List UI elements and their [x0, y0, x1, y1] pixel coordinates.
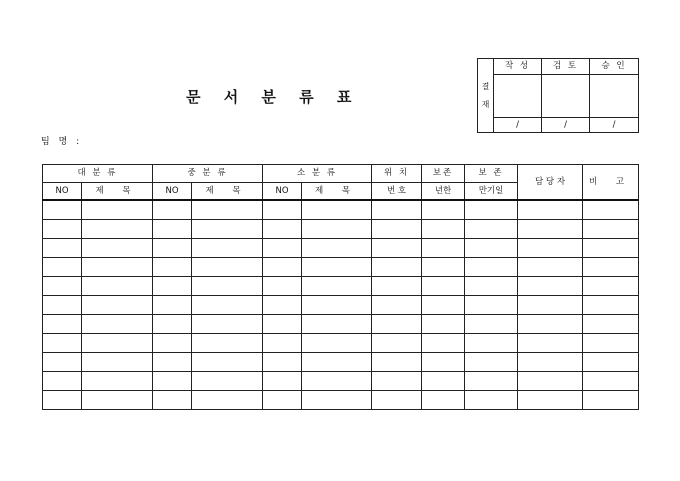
location-no-cell[interactable]	[372, 315, 422, 334]
middle-no-cell[interactable]	[153, 258, 192, 277]
remarks-cell[interactable]	[583, 220, 639, 239]
remarks-cell[interactable]	[583, 372, 639, 391]
middle-no-cell[interactable]	[153, 220, 192, 239]
minor-no-cell[interactable]	[263, 353, 302, 372]
retention-period-cell[interactable]	[422, 315, 465, 334]
minor-title-cell[interactable]	[302, 296, 372, 315]
table-row	[43, 220, 639, 239]
major-no-cell[interactable]	[43, 334, 82, 353]
expiry-date-cell[interactable]	[465, 258, 518, 277]
retention-period-cell[interactable]	[422, 334, 465, 353]
major-title-cell[interactable]	[82, 277, 153, 296]
team-name-label: 팀 명 :	[41, 137, 83, 147]
signature-review[interactable]	[542, 75, 590, 118]
middle-title-cell[interactable]	[192, 239, 263, 258]
table-row	[43, 353, 639, 372]
minor-no-header: NO	[263, 183, 302, 201]
minor-title-cell[interactable]	[302, 220, 372, 239]
major-title-cell[interactable]	[82, 391, 153, 410]
minor-title-cell[interactable]	[302, 258, 372, 277]
location-no-cell[interactable]	[372, 200, 422, 220]
middle-title-header: 제 목	[192, 183, 263, 201]
retention-header-bottom: 년한	[422, 183, 465, 201]
expiry-date-cell[interactable]	[465, 296, 518, 315]
minor-no-cell[interactable]	[263, 315, 302, 334]
manager-cell[interactable]	[518, 200, 583, 220]
minor-no-cell[interactable]	[263, 372, 302, 391]
manager-cell[interactable]	[518, 277, 583, 296]
manager-header: 담 당 자	[518, 165, 583, 201]
approval-header-review: 검 토	[542, 59, 590, 75]
table-row	[43, 315, 639, 334]
classification-table	[42, 164, 639, 410]
middle-title-cell[interactable]	[192, 277, 263, 296]
date-draft[interactable]: /	[494, 118, 542, 133]
major-no-cell[interactable]	[43, 220, 82, 239]
minor-title-cell[interactable]	[302, 334, 372, 353]
expiry-date-cell[interactable]	[465, 353, 518, 372]
minor-title-cell[interactable]	[302, 353, 372, 372]
expiry-date-cell[interactable]	[465, 220, 518, 239]
major-title-cell[interactable]	[82, 353, 153, 372]
major-title-cell[interactable]	[82, 372, 153, 391]
major-no-cell[interactable]	[43, 391, 82, 410]
expiry-header-top: 보 존	[465, 165, 518, 183]
table-row	[43, 200, 639, 220]
middle-no-cell[interactable]	[153, 200, 192, 220]
table-row	[43, 239, 639, 258]
minor-no-cell[interactable]	[263, 258, 302, 277]
approval-side-label-2: 재	[481, 99, 490, 109]
table-row	[43, 277, 639, 296]
remarks-cell[interactable]	[583, 391, 639, 410]
location-no-cell[interactable]	[372, 277, 422, 296]
table-row	[43, 296, 639, 315]
minor-no-cell[interactable]	[263, 296, 302, 315]
middle-title-cell[interactable]	[192, 296, 263, 315]
major-title-header: 제 목	[82, 183, 153, 201]
minor-no-cell[interactable]	[263, 334, 302, 353]
major-no-cell[interactable]	[43, 372, 82, 391]
location-no-cell[interactable]	[372, 372, 422, 391]
remarks-cell[interactable]	[583, 258, 639, 277]
manager-cell[interactable]	[518, 334, 583, 353]
location-header-top: 위 치	[372, 165, 422, 183]
expiry-date-cell[interactable]	[465, 315, 518, 334]
minor-title-cell[interactable]	[302, 391, 372, 410]
minor-title-cell[interactable]	[302, 200, 372, 220]
retention-header-top: 보존	[422, 165, 465, 183]
expiry-header-bottom: 만기일	[465, 183, 518, 201]
middle-no-cell[interactable]	[153, 353, 192, 372]
remarks-header: 비 고	[583, 165, 639, 201]
approval-header-approve: 승 인	[590, 59, 639, 75]
retention-period-cell[interactable]	[422, 200, 465, 220]
retention-period-cell[interactable]	[422, 239, 465, 258]
major-title-cell[interactable]	[82, 200, 153, 220]
major-title-cell[interactable]	[82, 315, 153, 334]
retention-period-cell[interactable]	[422, 258, 465, 277]
location-no-cell[interactable]	[372, 220, 422, 239]
manager-cell[interactable]	[518, 258, 583, 277]
retention-period-cell[interactable]	[422, 372, 465, 391]
minor-title-header: 제 목	[302, 183, 372, 201]
middle-title-cell[interactable]	[192, 200, 263, 220]
middle-no-cell[interactable]	[153, 334, 192, 353]
major-title-cell[interactable]	[82, 334, 153, 353]
remarks-cell[interactable]	[583, 239, 639, 258]
middle-no-cell[interactable]	[153, 296, 192, 315]
location-header-bottom: 번 호	[372, 183, 422, 201]
minor-no-cell[interactable]	[263, 391, 302, 410]
minor-category-header: 소 분 류	[263, 165, 372, 183]
remarks-cell[interactable]	[583, 277, 639, 296]
minor-no-cell[interactable]	[263, 220, 302, 239]
middle-title-cell[interactable]	[192, 372, 263, 391]
major-no-cell[interactable]	[43, 239, 82, 258]
manager-cell[interactable]	[518, 315, 583, 334]
middle-category-header: 중 분 류	[153, 165, 263, 183]
middle-title-cell[interactable]	[192, 353, 263, 372]
location-no-cell[interactable]	[372, 258, 422, 277]
expiry-date-cell[interactable]	[465, 372, 518, 391]
middle-no-cell[interactable]	[153, 239, 192, 258]
table-row	[43, 334, 639, 353]
table-row	[43, 391, 639, 410]
middle-title-cell[interactable]	[192, 315, 263, 334]
expiry-date-cell[interactable]	[465, 391, 518, 410]
approval-header-draft: 작 성	[494, 59, 542, 75]
major-no-header: NO	[43, 183, 82, 201]
location-no-cell[interactable]	[372, 239, 422, 258]
middle-title-cell[interactable]	[192, 391, 263, 410]
approval-side-label	[478, 59, 494, 133]
retention-period-cell[interactable]	[422, 296, 465, 315]
remarks-cell[interactable]	[583, 353, 639, 372]
location-no-cell[interactable]	[372, 353, 422, 372]
manager-cell[interactable]	[518, 239, 583, 258]
middle-no-cell[interactable]	[153, 372, 192, 391]
signature-approve[interactable]	[590, 75, 639, 118]
signature-draft[interactable]	[494, 75, 542, 118]
table-row	[43, 258, 639, 277]
document-title: 문 서 분 류 표	[186, 88, 361, 106]
major-no-cell[interactable]	[43, 315, 82, 334]
approval-box	[477, 58, 639, 133]
location-no-cell[interactable]	[372, 391, 422, 410]
date-approve[interactable]: /	[590, 118, 639, 133]
retention-period-cell[interactable]	[422, 277, 465, 296]
manager-cell[interactable]	[518, 296, 583, 315]
expiry-date-cell[interactable]	[465, 239, 518, 258]
expiry-date-cell[interactable]	[465, 277, 518, 296]
major-title-cell[interactable]	[82, 220, 153, 239]
table-row	[43, 372, 639, 391]
remarks-cell[interactable]	[583, 334, 639, 353]
expiry-date-cell[interactable]	[465, 200, 518, 220]
major-category-header: 대 분 류	[43, 165, 153, 183]
major-no-cell[interactable]	[43, 277, 82, 296]
location-no-cell[interactable]	[372, 334, 422, 353]
major-no-cell[interactable]	[43, 353, 82, 372]
middle-no-header: NO	[153, 183, 192, 201]
major-no-cell[interactable]	[43, 296, 82, 315]
middle-no-cell[interactable]	[153, 315, 192, 334]
minor-no-cell[interactable]	[263, 277, 302, 296]
remarks-cell[interactable]	[583, 200, 639, 220]
minor-title-cell[interactable]	[302, 315, 372, 334]
retention-period-cell[interactable]	[422, 391, 465, 410]
location-no-cell[interactable]	[372, 296, 422, 315]
manager-cell[interactable]	[518, 372, 583, 391]
retention-period-cell[interactable]	[422, 220, 465, 239]
remarks-cell[interactable]	[583, 296, 639, 315]
major-title-cell[interactable]	[82, 239, 153, 258]
minor-title-cell[interactable]	[302, 277, 372, 296]
middle-no-cell[interactable]	[153, 277, 192, 296]
middle-title-cell[interactable]	[192, 258, 263, 277]
manager-cell[interactable]	[518, 391, 583, 410]
expiry-date-cell[interactable]	[465, 334, 518, 353]
minor-title-cell[interactable]	[302, 239, 372, 258]
major-no-cell[interactable]	[43, 200, 82, 220]
middle-title-cell[interactable]	[192, 220, 263, 239]
middle-title-cell[interactable]	[192, 334, 263, 353]
retention-period-cell[interactable]	[422, 353, 465, 372]
manager-cell[interactable]	[518, 353, 583, 372]
major-title-cell[interactable]	[82, 258, 153, 277]
major-no-cell[interactable]	[43, 258, 82, 277]
manager-cell[interactable]	[518, 220, 583, 239]
minor-no-cell[interactable]	[263, 239, 302, 258]
minor-no-cell[interactable]	[263, 200, 302, 220]
approval-side-label-1: 결	[481, 81, 490, 91]
date-review[interactable]: /	[542, 118, 590, 133]
minor-title-cell[interactable]	[302, 372, 372, 391]
major-title-cell[interactable]	[82, 296, 153, 315]
remarks-cell[interactable]	[583, 315, 639, 334]
middle-no-cell[interactable]	[153, 391, 192, 410]
